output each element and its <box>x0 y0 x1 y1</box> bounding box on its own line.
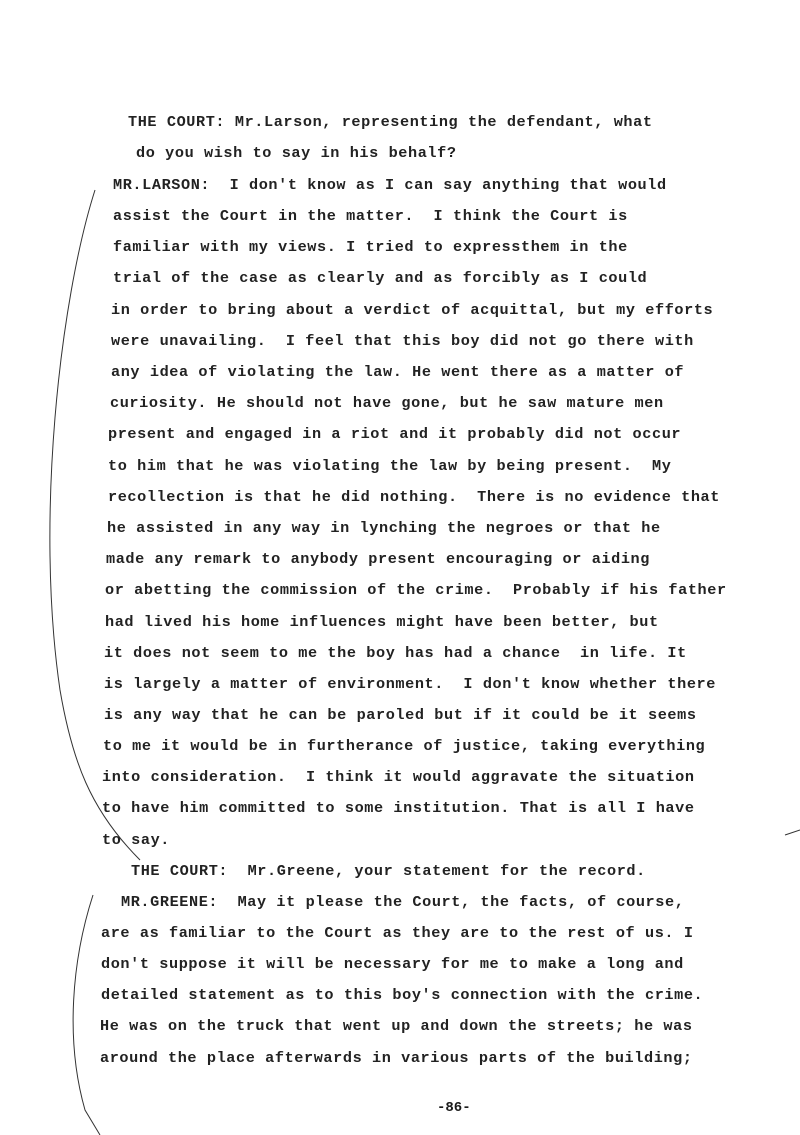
transcript-line: made any remark to anybody present encouraging or aiding <box>106 550 650 568</box>
transcript-line: familiar with my views. I tried to expressthem in the <box>113 238 628 256</box>
transcript-line: he assisted in any way in lynching the negroes or that he <box>107 519 661 537</box>
transcript-line: THE COURT: Mr.Greene, your statement for the record. <box>131 862 646 880</box>
transcript-line: MR.GREENE: May it please the Court, the facts, of course, <box>121 893 685 911</box>
transcript-line: around the place afterwards in various parts of the building; <box>100 1049 693 1067</box>
transcript-line: recollection is that he did nothing. There is no evidence that <box>108 488 720 506</box>
transcript-line: don't suppose it will be necessary for me to make a long and <box>101 955 684 973</box>
transcript-line: it does not seem to me the boy has had a chance in life. It <box>104 644 687 662</box>
transcript-line: to him that he was violating the law by being present. My <box>108 457 672 475</box>
transcript-line: trial of the case as clearly and as forcibly as I could <box>113 269 648 287</box>
transcript-line: or abetting the commission of the crime. Probably if his father <box>105 581 727 599</box>
transcript-line: in order to bring about a verdict of acquittal, but my efforts <box>111 301 714 319</box>
transcript-line: to say. <box>102 831 170 849</box>
transcript-line: is any way that he can be paroled but if it could be it seems <box>104 706 697 724</box>
transcript-line: into consideration. I think it would aggravate the situation <box>102 768 695 786</box>
transcript-line: MR.LARSON: I don't know as I can say anything that would <box>113 176 667 194</box>
transcript-line: are as familiar to the Court as they are to the rest of us. I <box>101 924 694 942</box>
transcript-line: detailed statement as to this boy's connection with the crime. <box>101 986 704 1004</box>
transcript-line: He was on the truck that went up and down the streets; he was <box>100 1017 693 1035</box>
transcript-line: THE COURT: Mr.Larson, representing the defendant, what <box>128 113 653 131</box>
transcript-line: to have him committed to some institution. That is all I have <box>102 799 695 817</box>
transcript-line: had lived his home influences might have been better, but <box>105 613 659 631</box>
transcript-line: to me it would be in furtherance of justice, taking everything <box>103 737 706 755</box>
transcript-line: were unavailing. I feel that this boy did not go there with <box>111 332 694 350</box>
transcript-line: any idea of violating the law. He went there as a matter of <box>111 363 685 381</box>
page-number: -86- <box>437 1100 471 1116</box>
transcript-line: present and engaged in a riot and it probably did not occur <box>108 425 682 443</box>
transcript-line: curiosity. He should not have gone, but he saw mature men <box>110 394 664 412</box>
transcript-line: do you wish to say in his behalf? <box>136 144 457 162</box>
transcript-line: assist the Court in the matter. I think the Court is <box>113 207 628 225</box>
transcript-line: is largely a matter of environment. I don't know whether there <box>104 675 716 693</box>
